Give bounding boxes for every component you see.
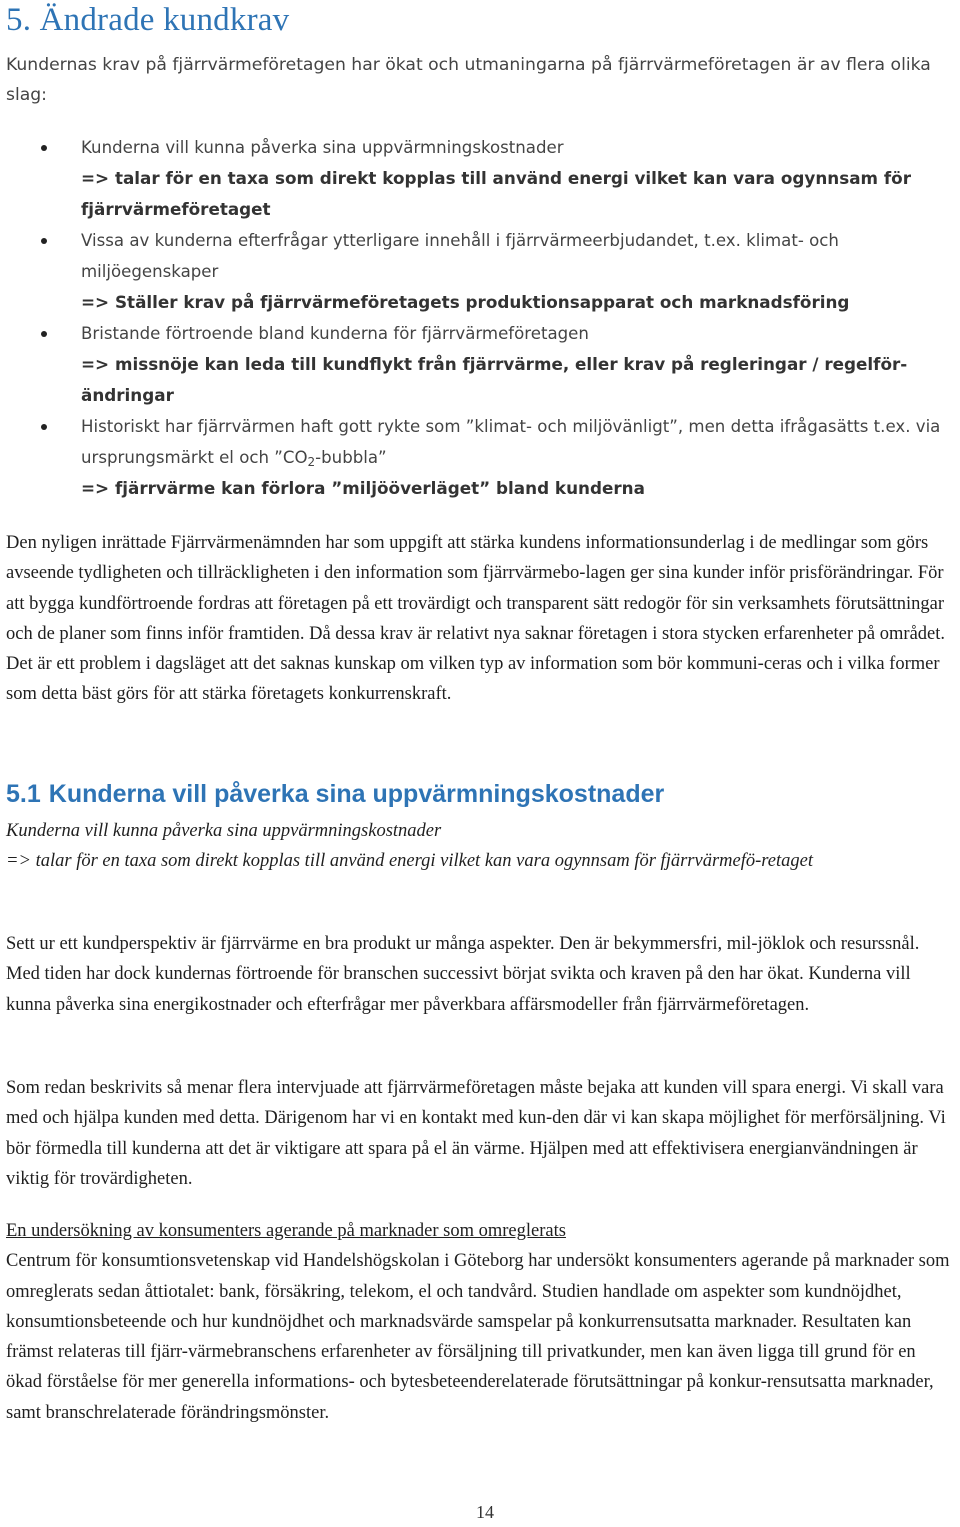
paragraph: Som redan beskrivits så menar flera intervjuade att fjärrvärmeföretagen måste bejaka att kunden vill spara energi. Vi skall vara med och hjälpa kunden med detta. Därigenom har vi en kontakt med kun-den där vi kan skapa möjlighet för merförsäljning. Vi bör förmedla till kunderna att det är viktigare att spara på el än värme. Hjälpen med att effektivisera energianvändningen är viktig för trovärdigheten. [6,1078,946,1189]
bullet-consequence: => talar för en taxa som direkt kopplas till använd energi vilket kan vara ogynnsam för fjärrvärmeföretaget [81,168,911,219]
requirements-list [6,132,958,504]
bullet-consequence: => Ställer krav på fjärrvärmeföretagets produktionsapparat och marknadsföring [81,292,850,312]
section-title: Kunderna vill påverka sina uppvärmningskostnader [48,780,665,808]
bullet-icon [41,331,47,337]
italic-line: => talar för en taxa som direkt kopplas till använd energi vilket kan vara ogynnsam för fjärrvärmefö-retaget [6,851,813,872]
intro-paragraph: Kundernas krav på fjärrvärmeföretagen har ökat och utmaningarna på fjärrvärmeföretagen är av flera olika slag: [6,55,931,105]
bullet-text-part: Historiskt har fjärrvärmen haft gott rykte som ”klimat- och miljövänligt”, men detta ifrågasätts t.ex. via ursprungsmärkt el och ”CO [81,417,941,467]
italic-summary [6,816,956,877]
bullet-icon [41,238,47,244]
chapter-heading: 5. Ändrade kundkrav [6,2,290,38]
subscript: 2 [307,455,316,469]
bullet-icon [41,424,47,430]
paragraph: Den nyligen inrättade Fjärrvärmenämnden har som uppgift att stärka kundens informationsunderlag i de medlingar som görs avseende tydligheten och tillräckligheten i den information som fjärrvärmebo-lagen ger sina kunder inför prisförändringar. För att bygga kundförtroende fordras att företagen på ett trovärdigt och transparent sätt redogör för sin verksamhets förutsättningar och de planer som finns inför framtiden. Då dessa krav är relativt nya saknar företagen i stora stycken erfarenheter på området. Det är ett problem i dagsläget att det saknas kunskap om vilken typ av information som bör kommuni-ceras och i vilka former som detta bäst görs för att stärka företagets konkurrenskraft. [6,533,946,705]
section-number: 5.1 [6,780,41,808]
bullet-icon [41,145,47,151]
paragraph: Sett ur ett kundperspektiv är fjärrvärme en bra produkt ur många aspekter. Den är bekymmersfri, mil-jöklok och resurssnål. Med tiden har dock kundernas förtroende för branschen successivt börjat svikta och kraven på den har ökat. Kunderna vill kunna påverka sina energikostnader och efterfrågar mer påverkbara affärsmodeller från fjärrvärmeföretagen. [6,934,920,1015]
bullet-text [81,411,958,473]
bullet-text: Bristande förtroende bland kunderna för fjärrvärmeföretagen [81,324,589,343]
paragraph: Centrum för konsumtionsvetenskap vid Handelshögskolan i Göteborg har undersökt konsumenters agerande på marknader som omreglerats sedan åttiotalet: bank, försäkring, telekom, el och tandvård. Studien handlade om aspekter som kundnöjdhet, konsumtionsbeteende och hur kundnöjdhet och marknadsvärde samspelar på konkurrensutsatta marknader. Resultaten kan främst relateras till fjärr-värmebranschens erfarenheter av försäljning till privatkunder, men kan även ligga till grund för en ökad förståelse för mer generella informations- och bytesbeteenderelaterade förutsättningar på konkur-rensutsatta marknader, samt branschrelaterade förändringsmönster. [6,1251,950,1423]
page-number: 14 [476,1502,494,1522]
study-block [6,1216,956,1428]
section-heading [6,780,664,809]
list-item [6,132,958,225]
list-item [6,225,958,318]
list-item [6,411,958,504]
bullet-consequence: => missnöje kan leda till kundflykt från fjärrvärme, eller krav på regleringar / regelför-ändringar [81,354,908,405]
bullet-text: Kunderna vill kunna påverka sina uppvärmningskostnader [81,138,564,157]
study-heading: En undersökning av konsumenters agerande på marknader som omreglerats [6,1221,566,1241]
bullet-consequence: => fjärrvärme kan förlora ”miljööverläget” bland kunderna [81,478,645,498]
bullet-text-part: -bubbla” [315,448,387,467]
list-item [6,318,958,411]
italic-line: Kunderna vill kunna påverka sina uppvärmningskostnader [6,821,442,841]
bullet-text: Vissa av kunderna efterfrågar ytterligare innehåll i fjärrvärmeerbjudandet, t.ex. klimat- och miljöegenskaper [81,231,839,281]
